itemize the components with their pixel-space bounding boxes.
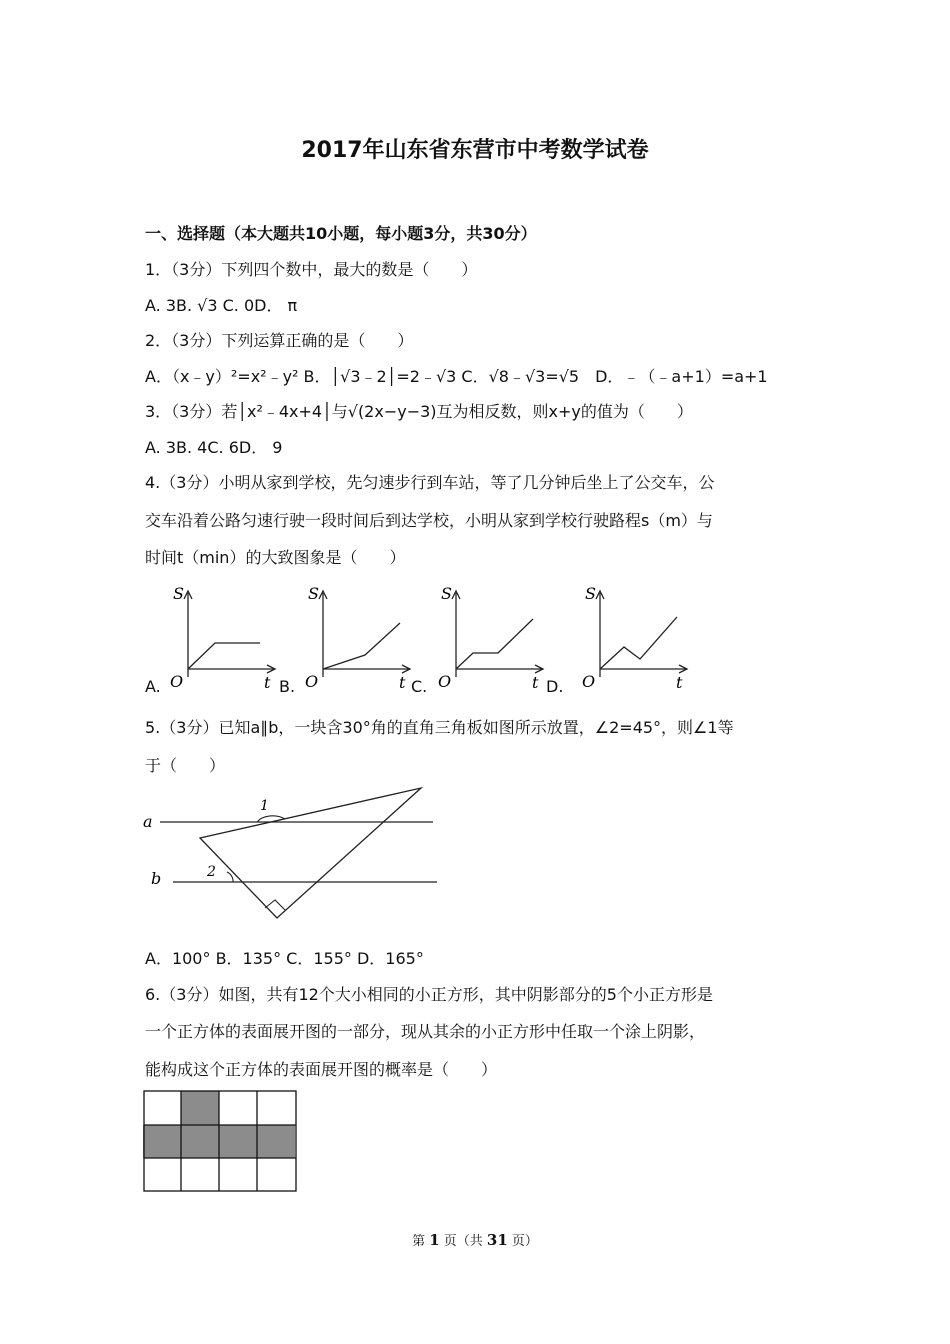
q2-stem: 2．（3分）下列运算正确的是（ ）: [145, 331, 414, 350]
q4-option-a-label: A.: [145, 677, 161, 696]
q4-stem-line3: 时间t（min）的大致图象是（ ）: [145, 548, 406, 567]
q4-graph-c: [428, 585, 548, 693]
q6-square-grid: [143, 1090, 299, 1193]
triangle-ruler: [200, 788, 421, 918]
q5-stem-line2: 于（ ）: [145, 756, 226, 775]
q3-stem: 3．（3分）若│x²﹣4x+4│与√(2x−y−3)互为相反数，则x+y的值为（ ）: [145, 402, 693, 421]
q6-stem-line1: 6.（3分）如图，共有12个大小相同的小正方形，其中阴影部分的5个小正方形是: [145, 985, 713, 1004]
label-angle2: 2: [207, 864, 216, 880]
axis-s-label: S: [585, 585, 596, 603]
q3-options: A. 3B. 4C. 6D． 9: [145, 438, 283, 457]
axis-t-label: t: [532, 673, 539, 692]
label-angle1: 1: [260, 798, 269, 814]
q4-option-d-label: D.: [546, 677, 564, 696]
q2-options: A．（x﹣y）²=x²﹣y² B．│√3﹣2│=2﹣√3 C．√8﹣√3=√5 D．﹣（﹣a+1）=a+1: [145, 367, 768, 386]
origin-label: O: [305, 672, 319, 691]
q5-triangle-figure: [135, 782, 445, 932]
axis-s-label: S: [173, 585, 184, 603]
q5-options: A．100° B．135° C．155° D．165°: [145, 949, 424, 968]
origin-label: O: [438, 672, 452, 691]
footer-page-number: 1: [429, 1231, 440, 1249]
q4-graph-a: [160, 585, 280, 693]
axis-s-label: S: [308, 585, 319, 603]
axis-s-label: S: [441, 585, 452, 603]
angle1-arc: [257, 816, 285, 822]
angle2-arc: [227, 872, 233, 882]
axis-t-label: t: [264, 673, 271, 692]
q1-stem: 1．（3分）下列四个数中，最大的数是（ ）: [145, 260, 478, 279]
label-a: a: [143, 812, 153, 831]
origin-label: O: [170, 672, 184, 691]
origin-label: O: [582, 672, 596, 691]
q6-stem-line3: 能构成这个正方体的表面展开图的概率是（ ）: [145, 1060, 498, 1079]
q4-stem-line1: 4.（3分）小明从家到学校，先匀速步行到车站，等了几分钟后坐上了公交车，公: [145, 473, 715, 492]
q4-stem-line2: 交车沿着公路匀速行驶一段时间后到达学校，小明从家到学校行驶路程s（m）与: [145, 511, 713, 530]
footer-middle: 页（共: [439, 1234, 487, 1249]
section-heading: 一、选择题（本大题共10小题，每小题3分，共30分）: [145, 224, 537, 243]
q4-option-b-label: B.: [279, 677, 296, 696]
axis-t-label: t: [676, 673, 683, 692]
q1-options: A. 3B. √3 C. 0D． π: [145, 296, 298, 315]
axis-t-label: t: [399, 673, 406, 692]
footer-total-pages: 31: [486, 1231, 508, 1249]
q4-graph-b: [295, 585, 415, 693]
q4-graph-d: [572, 585, 692, 693]
q4-option-c-label: C.: [411, 677, 428, 696]
label-b: b: [151, 869, 162, 888]
footer-suffix: 页）: [507, 1234, 538, 1249]
q6-stem-line2: 一个正方体的表面展开图的一部分，现从其余的小正方形中任取一个涂上阴影，: [145, 1022, 706, 1041]
q5-stem-line1: 5.（3分）已知a∥b，一块含30°角的直角三角板如图所示放置，∠2=45°，则∠1等: [145, 718, 734, 737]
page-footer: [0, 1230, 950, 1249]
footer-prefix: 第: [412, 1234, 430, 1249]
page-title: 2017年山东省东营市中考数学试卷: [301, 138, 649, 163]
